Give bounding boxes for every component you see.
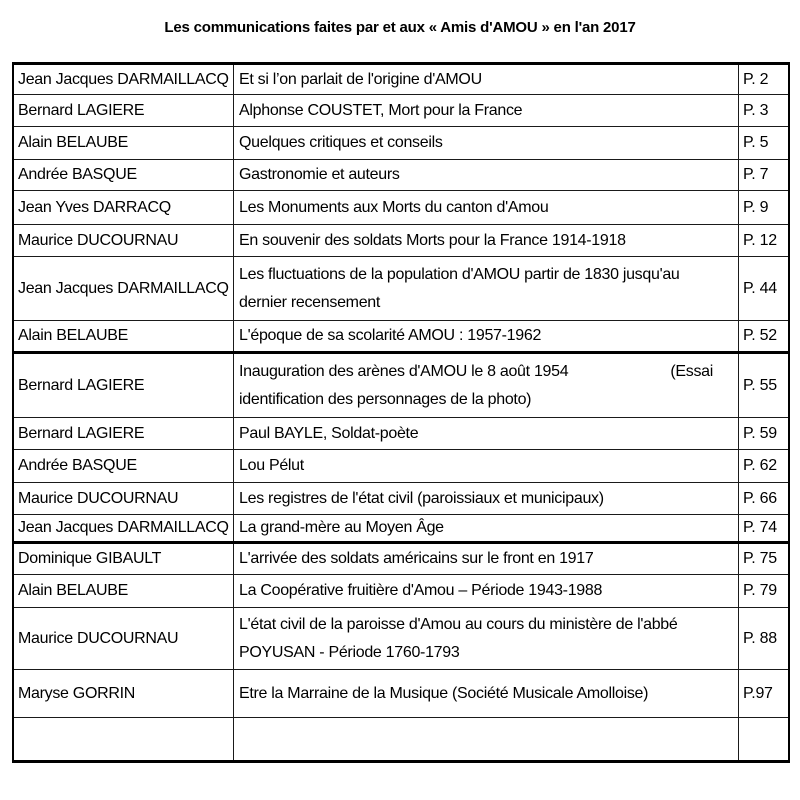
title-cell [234,515,739,541]
table-row [14,354,788,418]
table-row [14,575,788,608]
communications-table [12,62,790,763]
table-row [14,515,788,544]
title-line-right: (Essai [670,362,713,380]
page-cell: P. 52 [743,327,777,344]
page-cell [739,718,788,760]
title-line: POYUSAN - Période 1760-1793 [239,643,460,661]
author-cell: Jean Jacques DARMAILLACQ [14,515,234,541]
page-cell: P. 55 [743,376,777,394]
title-cell [234,718,739,760]
author-cell: Bernard LAGIERE [14,418,234,449]
author-cell: Jean Yves DARRACQ [14,191,234,224]
table-row [14,225,788,257]
table-row [14,718,788,760]
table-row [14,483,788,515]
title-line: Etre la Marraine de la Musique (Société Musicale Amolloise) [239,684,649,702]
title-line: La Coopérative fruitière d'Amou – Période 1943-1988 [239,582,603,599]
title-line: L'état civil de la paroisse d'Amou au cours du ministère de l'abbé [239,615,678,633]
page-cell: P. 62 [743,457,777,474]
author-cell: Andrée BASQUE [14,450,234,482]
table-row [14,127,788,160]
page-cell: P. 5 [743,134,769,151]
title-cell [234,160,739,190]
title-cell [234,608,739,669]
title-line: En souvenir des soldats Morts pour la France 1914-1918 [239,231,626,249]
title-line: Paul BAYLE, Soldat-poète [239,424,419,442]
title-cell [234,257,739,320]
table-row [14,191,788,225]
author-cell: Maurice DUCOURNAU [14,483,234,514]
table-row [14,544,788,575]
author-cell: Maurice DUCOURNAU [14,225,234,256]
author-cell [14,718,234,760]
title-cell [234,127,739,159]
title-line: Les Monuments aux Morts du canton d'Amou [239,198,549,216]
table-row [14,321,788,354]
author-cell: Maurice DUCOURNAU [14,608,234,669]
title-line: identification des personnages de la photo) [239,390,532,408]
title-line: dernier recensement [239,293,381,311]
page-cell: P. 75 [743,550,777,567]
title-line: Alphonse COUSTET, Mort pour la France [239,101,523,119]
title-cell [234,544,739,574]
table-row [14,418,788,450]
title-line: Et si l’on parlait de l'origine d'AMOU [239,70,482,88]
title-cell [234,450,739,482]
page-cell: P. 7 [743,166,769,183]
title-cell [234,225,739,256]
title-line: Lou Pélut [239,457,304,474]
page-title: Les communications faites par et aux « Amis d'AMOU » en l'an 2017 [164,19,636,36]
table-row [14,450,788,483]
table-row [14,65,788,95]
page-cell: P. 2 [743,70,769,88]
title-line: Gastronomie et auteurs [239,166,400,183]
title-cell [234,65,739,94]
page-cell: P. 79 [743,582,777,599]
author-cell: Bernard LAGIERE [14,95,234,126]
table-row [14,95,788,127]
title-cell [234,95,739,126]
title-line-left: Inauguration des arènes d'AMOU le 8 août 1954 [239,362,569,380]
title-cell [234,191,739,224]
title-cell [234,670,739,717]
author-cell: Alain BELAUBE [14,321,234,351]
author-cell: Jean Jacques DARMAILLACQ [14,65,234,94]
page-cell: P. 12 [743,231,777,249]
page-cell: P. 74 [743,519,777,536]
page-cell: P. 66 [743,489,777,507]
author-cell: Dominique GIBAULT [14,544,234,574]
page-cell: P. 59 [743,424,777,442]
page-cell: P. 3 [743,101,769,119]
author-cell: Alain BELAUBE [14,575,234,607]
page-cell: P.97 [743,684,773,702]
title-line: L'arrivée des soldats américains sur le front en 1917 [239,550,594,567]
table-row [14,670,788,718]
page-cell: P. 88 [743,629,777,647]
page-cell: P. 9 [743,198,769,216]
table-row [14,160,788,191]
author-cell: Maryse GORRIN [14,670,234,717]
title-line: La grand-mère au Moyen Âge [239,519,444,536]
title-cell [234,483,739,514]
title-line: Les fluctuations de la population d'AMOU partir de 1830 jusqu'au [239,265,680,283]
title-line: Quelques critiques et conseils [239,134,443,151]
title-line: L'époque de sa scolarité AMOU : 1957-1962 [239,327,542,344]
author-cell: Andrée BASQUE [14,160,234,190]
title-line: Les registres de l'état civil (paroissiaux et municipaux) [239,489,604,507]
title-cell [234,418,739,449]
page-cell: P. 44 [743,279,777,297]
author-cell: Alain BELAUBE [14,127,234,159]
title-cell [234,354,739,417]
title-cell [234,575,739,607]
table-row [14,608,788,670]
author-cell: Jean Jacques DARMAILLACQ [14,257,234,320]
title-line [239,358,738,386]
table-row [14,257,788,321]
author-cell: Bernard LAGIERE [14,354,234,417]
title-cell [234,321,739,351]
